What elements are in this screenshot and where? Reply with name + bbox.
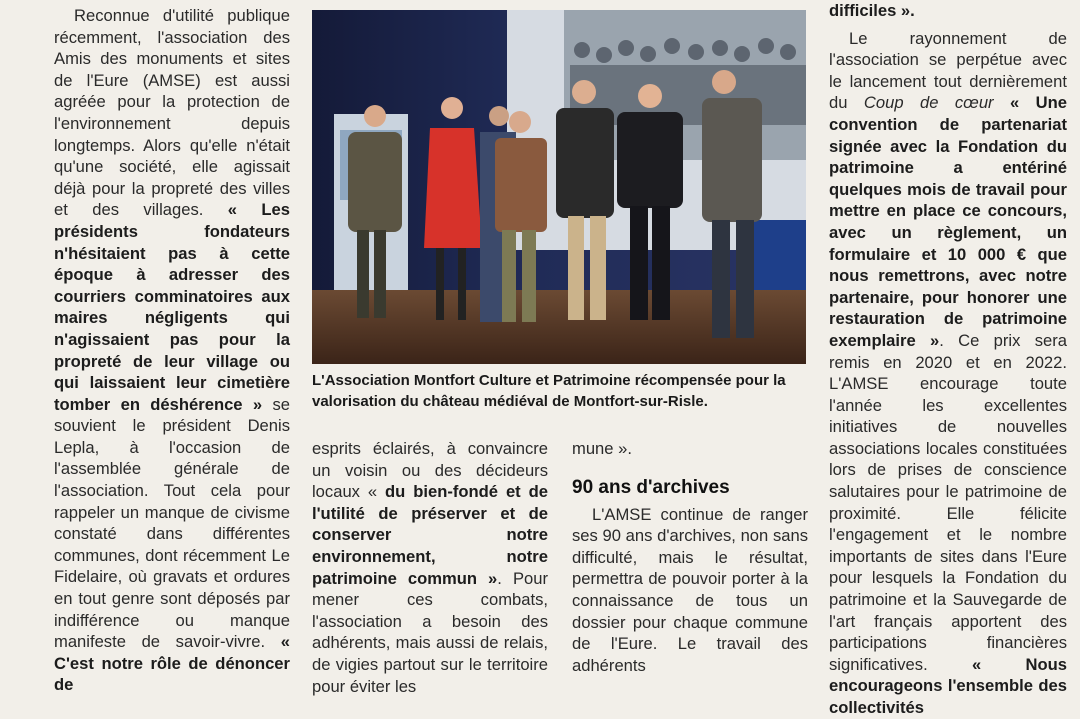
- quote-convention: « Une convention de partenariat signée avec la Fondation du patrimoine a entériné quelques mois de travail pour mettre en place ce concours, avec un règlement, un formulaire et 10 000 € que nous remettrons, avec notre partenaire, pour honorer une restauration de patrimoine exemplaire »: [829, 93, 1067, 350]
- quote-encourageons: « Nous encourageons l'ensemble des collectivités: [829, 654, 1067, 717]
- award-ceremony-photo: [312, 10, 806, 364]
- article-column-1: [54, 0, 290, 695]
- photo-caption: L'Association Montfort Culture et Patrimoine récompensée pour la valorisation du château médiéval de Montfort-sur-Risle.: [312, 372, 786, 410]
- paragraph-archives: L'AMSE continue de ranger ses 90 ans d'archives, non sans difficulté, mais le résultat, permettra de pouvoir porter à la connaissance de tous un dossier pour chaque commune de l'Eure. Le travail des adhérents: [572, 504, 808, 675]
- paragraph-esprits: esprits éclairés, à convaincre un voisin ou des décideurs locaux « du bien-fondé et de l'utilité de préserver et de conserver notre environnement, notre patrimoine commun ». Pour mener ces combats, l'association a besoin des adhérents, mais aussi de relais, de vigies partout sur le territoire pour éviter les: [312, 439, 549, 696]
- paragraph-end: mune ».: [572, 439, 632, 458]
- article-column-3: [572, 438, 808, 675]
- coup-de-coeur-title: Coup de cœur: [863, 93, 994, 113]
- subheading-archives: 90 ans d'archives: [572, 476, 730, 498]
- paragraph-rayonnement: Le rayonnement de l'association se perpétue avec le lancement tout dernièrement du Coup de cœur « Une convention de partenariat signée avec la Fondation du patrimoine a entériné quelques mois de travail pour mettre en place ce concours, avec un règlement, un formulaire et 10 000 € que nous remettrons, avec notre partenaire, pour honorer une restauration de patrimoine exemplaire ». Ce prix sera remis en 2020 et en 2022. L'AMSE encourage toute l'année les excellentes initiatives de nouvelles associations locales constituées lors de prises de conscience salutaires pour le patrimoine de proximité. Elle félicite l'engagement et le nombre importants de sites dans l'Eure pour lesquels la Fondation du patrimoine et la Sauvegarde de l'art français apportent des participations financières significatives. « Nous encourageons l'ensemble des collectivités: [829, 28, 1067, 717]
- paragraph-end-difficiles: difficiles ».: [829, 1, 915, 20]
- quote-presidents: « Les présidents fondateurs n'hésitaient pas à cette époque à adresser des courriers comminatoires aux maires négligents qui n'agissaient pas pour la propreté de leur village ou qui laissaient leur cimetière tomber en déshérence »: [54, 200, 290, 414]
- quote-environnement: du bien-fondé et de l'utilité de préserver et de conserver notre environnement, notre patrimoine commun »: [312, 482, 548, 588]
- article-photo: [312, 10, 806, 364]
- paragraph-intro: Reconnue d'utilité publique récemment, l'association des Amis des monuments et sites de l'Eure (AMSE) est aussi agréée pour la protection de l'environnement depuis longtemps. Alors qu'elle n'était qu'une société, elle agissait déjà pour la propreté des villes et des villages. « Les présidents fondateurs n'hésitaient pas à cette époque à adresser des courriers comminatoires aux maires négligents qui n'agissaient pas pour la propreté de leur village ou qui laissaient leur cimetière tomber en déshérence » se souvient le président Denis Lepla, à l'occasion de l'assemblée générale de l'association. Tout cela pour rappeler un manque de civisme constaté dans différentes communes, dont récemment Le Fidelaire, où gravats et ordures en tout genre sont déposés par indifférence ou manque manifeste de savoir-vivre. « C'est notre rôle de dénoncer de: [54, 6, 290, 695]
- quote-role: « C'est notre rôle de dénoncer de: [54, 632, 290, 695]
- article-column-4: [829, 0, 1067, 717]
- article-column-2: [312, 438, 549, 696]
